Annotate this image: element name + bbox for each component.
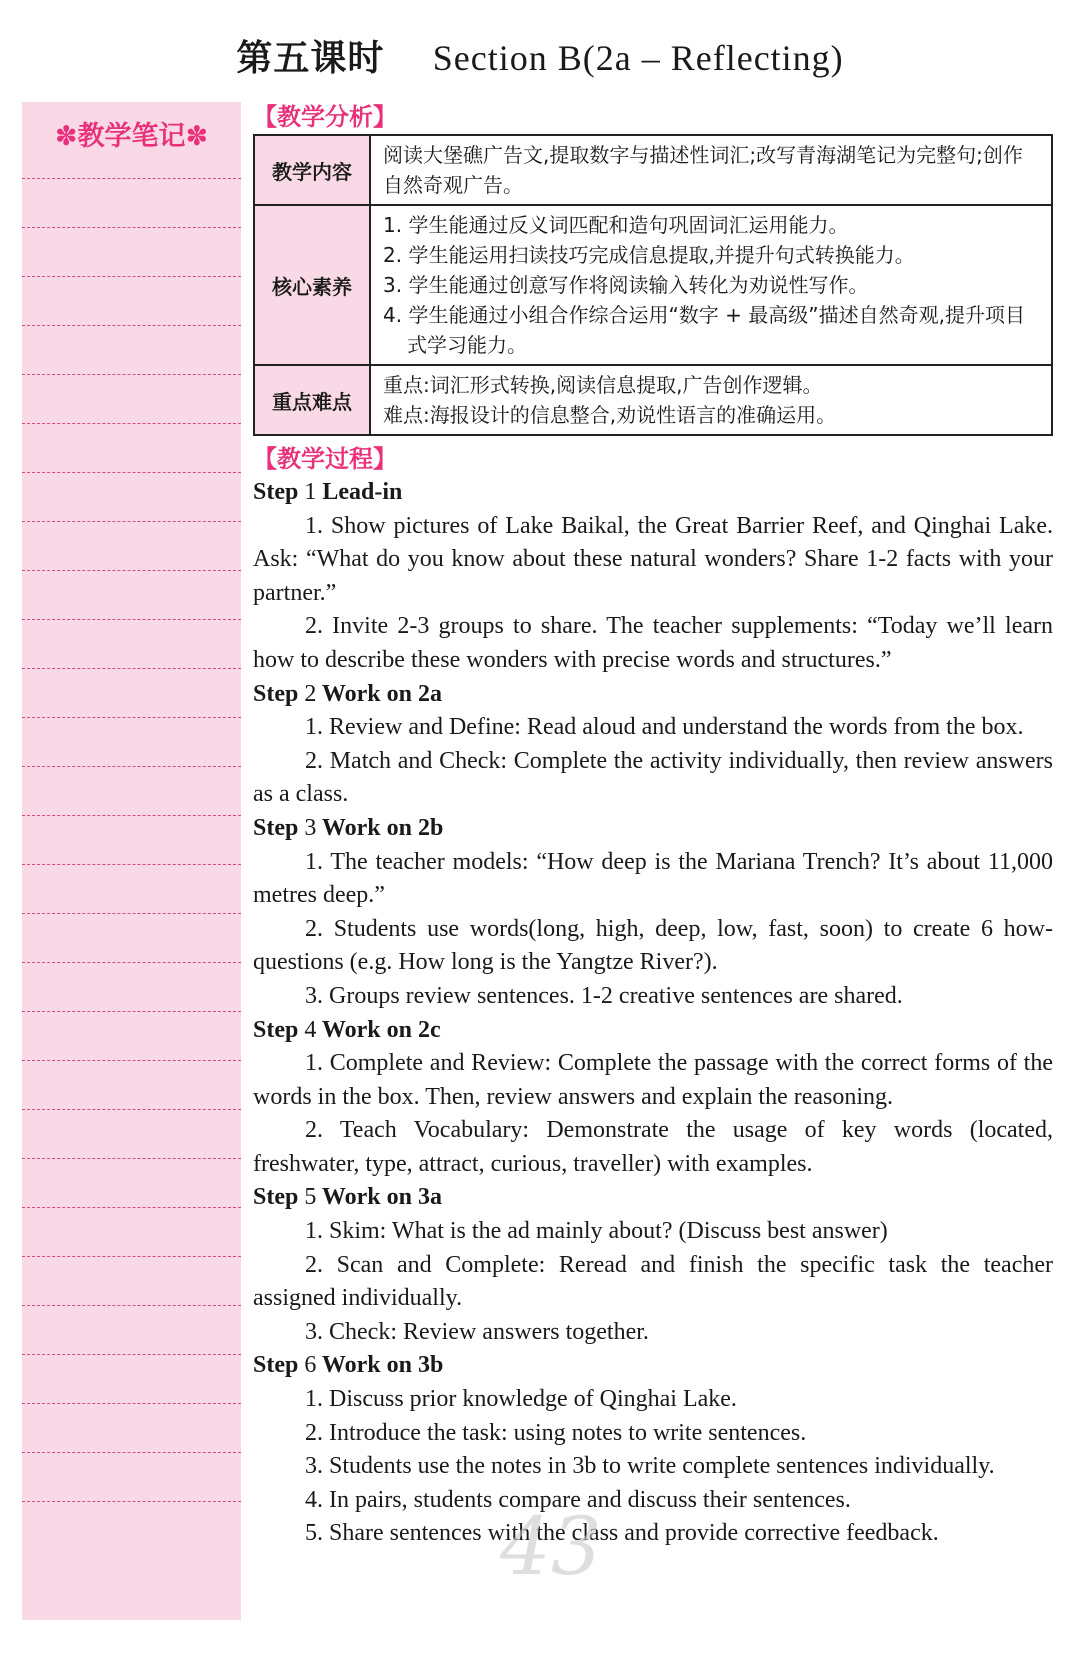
note-line <box>22 1305 241 1306</box>
step-title <box>253 678 1053 712</box>
analysis-line: 1. 学生能通过反义词匹配和造句巩固词汇运用能力。 <box>383 213 849 237</box>
process-heading: 【教学过程】 <box>253 445 397 473</box>
note-line <box>22 1060 241 1061</box>
analysis-row-content <box>370 205 1052 365</box>
note-line <box>22 1158 241 1159</box>
step-number: 2 <box>304 680 317 707</box>
note-line <box>22 325 241 326</box>
analysis-line: 3. 学生能通过创意写作将阅读输入转化为劝说性写作。 <box>383 273 869 297</box>
analysis-line: 4. 学生能通过小组合作综合运用“数字 + 最高级”描述自然奇观,提升项目式学习能力。 <box>383 303 1025 357</box>
step-number: 6 <box>304 1352 317 1379</box>
analysis-line: 2. 学生能运用扫读技巧完成信息提取,并提升句式转换能力。 <box>383 243 915 267</box>
note-line <box>22 913 241 914</box>
step-paragraph: 3. Students use the notes in 3b to write complete sentences individually. <box>305 1453 995 1480</box>
notes-sidebar <box>22 102 241 1620</box>
step-paragraph: 3. Groups review sentences. 1-2 creative sentences are shared. <box>305 982 903 1009</box>
process-body <box>253 476 1053 1551</box>
analysis-row-label: 重点难点 <box>254 365 370 435</box>
note-line <box>22 1109 241 1110</box>
analysis-heading: 【教学分析】 <box>253 103 397 131</box>
analysis-row-content <box>370 365 1052 435</box>
analysis-table <box>253 134 1053 436</box>
step-paragraph: 2. Match and Check: Complete the activity individually, then review answers as a class. <box>253 747 1053 808</box>
note-line <box>22 1403 241 1404</box>
step-paragraph: 2. Invite 2-3 groups to share. The teacher supplements: “Today we’ll learn how to describe these wonders with precise words and structures.” <box>253 613 1053 673</box>
note-line <box>22 423 241 424</box>
step-name: Work on 3a <box>321 1184 442 1211</box>
step-paragraph: 1. Show pictures of Lake Baikal, the Great Barrier Reef, and Qinghai Lake. Ask: “What do you know about these natural wonders? Share 1-2 facts with your partner.” <box>253 512 1053 606</box>
analysis-line: 重点:词汇形式转换,阅读信息提取,广告创作逻辑。 <box>383 373 823 397</box>
note-line <box>22 521 241 522</box>
step-paragraph: 1. The teacher models: “How deep is the Mariana Trench? It’s about 11,000 metres deep.” <box>253 848 1053 909</box>
step-paragraph: 2. Teach Vocabulary: Demonstrate the usage of key words (located, freshwater, type, attract, curious, traveller) with examples. <box>253 1117 1053 1177</box>
note-line <box>22 276 241 277</box>
step-title <box>253 476 1053 510</box>
analysis-row-label: 教学内容 <box>254 135 370 205</box>
note-line <box>22 1256 241 1257</box>
step-paragraph: 5. Share sentences with the class and provide corrective feedback. <box>305 1520 939 1547</box>
note-line <box>22 472 241 473</box>
notes-sidebar-title: ✽教学笔记✽ <box>54 121 209 152</box>
lesson-title-en: Section B(2a – Reflecting) <box>432 38 844 78</box>
step-label: Step <box>253 1352 299 1379</box>
note-line <box>22 1452 241 1453</box>
analysis-row <box>254 205 1052 365</box>
page-number: 43 <box>500 1500 602 1593</box>
step-number: 3 <box>304 814 317 841</box>
analysis-row <box>254 135 1052 205</box>
step-name: Work on 2c <box>321 1016 441 1043</box>
step-number: 1 <box>304 479 317 505</box>
analysis-line: 难点:海报设计的信息整合,劝说性语言的准确运用。 <box>383 403 837 427</box>
step-label: Step <box>253 479 299 505</box>
step-paragraph: 2. Students use words(long, high, deep, low, fast, soon) to create 6 how-questions (e.g. How long is the Yangtze River?). <box>253 915 1053 976</box>
note-line <box>22 1354 241 1355</box>
step-title <box>253 1349 1053 1383</box>
step-title <box>253 812 1053 846</box>
step-label: Step <box>253 814 299 841</box>
step-paragraph: 3. Check: Review answers together. <box>305 1318 649 1345</box>
note-line <box>22 227 241 228</box>
step-label: Step <box>253 680 299 707</box>
lesson-title-cn: 第五课时 <box>236 38 385 79</box>
note-line <box>22 1011 241 1012</box>
analysis-line: 阅读大堡礁广告文,提取数字与描述性词汇;改写青海湖笔记为完整句;创作自然奇观广告。 <box>383 143 1023 197</box>
step-name: Work on 3b <box>321 1352 444 1379</box>
note-line <box>22 668 241 669</box>
step-paragraph: 2. Scan and Complete: Reread and finish the specific task the teacher assigned individually. <box>253 1251 1053 1312</box>
step-label: Step <box>253 1016 299 1043</box>
step-title <box>253 1181 1053 1215</box>
analysis-row-content <box>370 135 1052 205</box>
note-line <box>22 717 241 718</box>
step-label: Step <box>253 1184 299 1211</box>
note-line <box>22 815 241 816</box>
note-line <box>22 178 241 179</box>
analysis-row-label: 核心素养 <box>254 205 370 365</box>
page-title <box>0 30 1080 81</box>
note-line <box>22 962 241 963</box>
note-line <box>22 766 241 767</box>
step-title <box>253 1014 1053 1048</box>
step-paragraph: 2. Introduce the task: using notes to write sentences. <box>305 1419 807 1446</box>
note-line <box>22 1501 241 1502</box>
main-content <box>253 100 1053 1551</box>
step-name: Work on 2b <box>321 814 444 841</box>
step-number: 5 <box>304 1184 317 1211</box>
note-line <box>22 374 241 375</box>
note-line <box>22 570 241 571</box>
note-line <box>22 619 241 620</box>
step-paragraph: 1. Skim: What is the ad mainly about? (Discuss best answer) <box>305 1218 888 1245</box>
step-paragraph: 1. Discuss prior knowledge of Qinghai Lake. <box>305 1386 737 1413</box>
step-number: 4 <box>304 1016 317 1043</box>
step-paragraph: 1. Complete and Review: Complete the passage with the correct forms of the words in the box. Then, review answers and explain the reasoning. <box>253 1050 1053 1110</box>
step-name: Lead-in <box>322 479 403 505</box>
step-paragraph: 4. In pairs, students compare and discuss their sentences. <box>305 1486 851 1513</box>
step-name: Work on 2a <box>321 680 442 707</box>
analysis-row <box>254 365 1052 435</box>
note-line <box>22 1207 241 1208</box>
note-line <box>22 864 241 865</box>
step-paragraph: 1. Review and Define: Read aloud and understand the words from the box. <box>305 714 1024 741</box>
